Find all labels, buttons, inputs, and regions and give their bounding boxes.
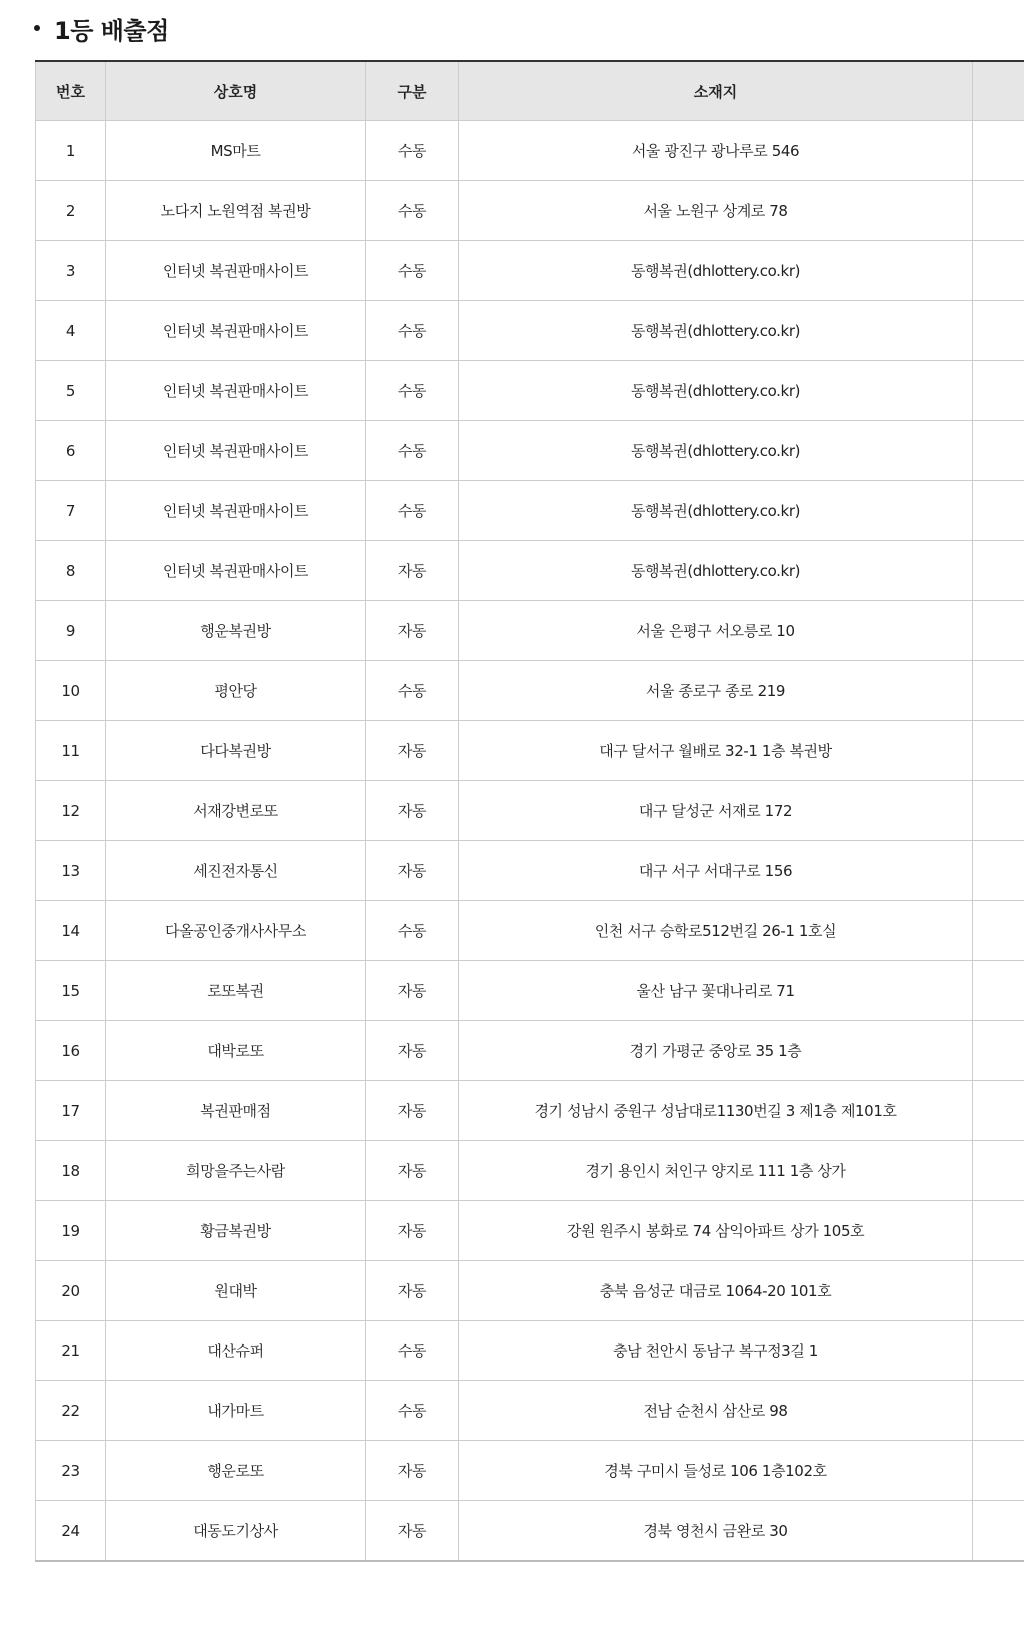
cell-type: 수동	[366, 181, 459, 241]
cell-type: 자동	[366, 541, 459, 601]
cell-type: 수동	[366, 121, 459, 181]
cell-type: 수동	[366, 481, 459, 541]
cell-location-map	[973, 1201, 1024, 1261]
cell-type: 수동	[366, 361, 459, 421]
table-row	[36, 481, 1024, 541]
table-row	[36, 541, 1024, 601]
table-row	[36, 421, 1024, 481]
cell-number: 23	[36, 1441, 106, 1501]
cell-address: 경기 가평군 중앙로 35 1층	[459, 1021, 973, 1081]
cell-number: 12	[36, 781, 106, 841]
cell-store-name: 다다복권방	[106, 721, 366, 781]
cell-store-name: 로또복권	[106, 961, 366, 1021]
cell-location-map	[973, 661, 1024, 721]
cell-number: 19	[36, 1201, 106, 1261]
cell-store-name: 인터넷 복권판매사이트	[106, 361, 366, 421]
table-header-row	[36, 61, 1024, 121]
cell-store-name: 대박로또	[106, 1021, 366, 1081]
cell-location-map	[973, 181, 1024, 241]
cell-type: 자동	[366, 1501, 459, 1562]
table-row	[36, 1021, 1024, 1081]
cell-location-map	[973, 121, 1024, 181]
cell-type: 자동	[366, 1441, 459, 1501]
cell-number: 16	[36, 1021, 106, 1081]
cell-address: 인천 서구 승학로512번길 26-1 1호실	[459, 901, 973, 961]
table-body	[36, 121, 1024, 1562]
cell-number: 8	[36, 541, 106, 601]
table-row	[36, 601, 1024, 661]
cell-type: 수동	[366, 1321, 459, 1381]
cell-number: 4	[36, 301, 106, 361]
cell-store-name: 원대박	[106, 1261, 366, 1321]
cell-type: 자동	[366, 781, 459, 841]
cell-address: 서울 노원구 상계로 78	[459, 181, 973, 241]
cell-location-map	[973, 841, 1024, 901]
cell-location-map	[973, 1021, 1024, 1081]
table-row	[36, 1321, 1024, 1381]
cell-type: 자동	[366, 1201, 459, 1261]
cell-number: 15	[36, 961, 106, 1021]
column-header-location-map	[973, 61, 1024, 121]
cell-location-map	[973, 1441, 1024, 1501]
cell-type: 수동	[366, 301, 459, 361]
cell-address: 강원 원주시 봉화로 74 삼익아파트 상가 105호	[459, 1201, 973, 1261]
cell-store-name: 대산슈퍼	[106, 1321, 366, 1381]
column-header-store-name: 상호명	[106, 61, 366, 121]
cell-location-map	[973, 241, 1024, 301]
cell-location-map	[973, 301, 1024, 361]
table-row	[36, 661, 1024, 721]
section-heading	[30, 8, 169, 48]
cell-number: 18	[36, 1141, 106, 1201]
cell-type: 자동	[366, 1081, 459, 1141]
table-row	[36, 1501, 1024, 1562]
cell-location-map	[973, 421, 1024, 481]
cell-address: 동행복권(dhlottery.co.kr)	[459, 421, 973, 481]
winner-stores-table-container	[35, 60, 1024, 1562]
cell-address: 서울 광진구 광나루로 546	[459, 121, 973, 181]
table-row	[36, 1141, 1024, 1201]
table-row	[36, 361, 1024, 421]
bullet-icon	[34, 25, 40, 31]
cell-address: 충북 음성군 대금로 1064-20 101호	[459, 1261, 973, 1321]
cell-address: 동행복권(dhlottery.co.kr)	[459, 241, 973, 301]
cell-number: 13	[36, 841, 106, 901]
cell-store-name: 황금복권방	[106, 1201, 366, 1261]
cell-location-map	[973, 361, 1024, 421]
cell-location-map	[973, 1261, 1024, 1321]
cell-store-name: 인터넷 복권판매사이트	[106, 541, 366, 601]
table-row	[36, 181, 1024, 241]
table-row	[36, 1441, 1024, 1501]
cell-store-name: 행운복권방	[106, 601, 366, 661]
cell-type: 자동	[366, 961, 459, 1021]
cell-location-map	[973, 901, 1024, 961]
cell-store-name: MS마트	[106, 121, 366, 181]
cell-number: 3	[36, 241, 106, 301]
section-title: 1등 배출점	[54, 16, 169, 45]
cell-number: 21	[36, 1321, 106, 1381]
cell-location-map	[973, 961, 1024, 1021]
cell-number: 20	[36, 1261, 106, 1321]
winner-stores-table	[35, 60, 1024, 1562]
cell-address: 전남 순천시 삼산로 98	[459, 1381, 973, 1441]
cell-location-map	[973, 1381, 1024, 1441]
cell-number: 11	[36, 721, 106, 781]
cell-address: 경기 용인시 처인구 양지로 111 1층 상가	[459, 1141, 973, 1201]
cell-type: 자동	[366, 1261, 459, 1321]
cell-type: 수동	[366, 901, 459, 961]
cell-type: 수동	[366, 1381, 459, 1441]
cell-location-map	[973, 1141, 1024, 1201]
cell-store-name: 세진전자통신	[106, 841, 366, 901]
table-row	[36, 961, 1024, 1021]
cell-store-name: 희망을주는사람	[106, 1141, 366, 1201]
cell-address: 경기 성남시 중원구 성남대로1130번길 3 제1층 제101호	[459, 1081, 973, 1141]
cell-store-name: 노다지 노원역점 복권방	[106, 181, 366, 241]
cell-location-map	[973, 1501, 1024, 1562]
column-header-address: 소재지	[459, 61, 973, 121]
cell-store-name: 인터넷 복권판매사이트	[106, 301, 366, 361]
cell-store-name: 행운로또	[106, 1441, 366, 1501]
cell-store-name: 대동도기상사	[106, 1501, 366, 1562]
table-row	[36, 841, 1024, 901]
cell-store-name: 복권판매점	[106, 1081, 366, 1141]
cell-address: 서울 종로구 종로 219	[459, 661, 973, 721]
cell-address: 충남 천안시 동남구 복구정3길 1	[459, 1321, 973, 1381]
table-row	[36, 1381, 1024, 1441]
cell-number: 17	[36, 1081, 106, 1141]
cell-address: 경북 영천시 금완로 30	[459, 1501, 973, 1562]
cell-number: 14	[36, 901, 106, 961]
table-row	[36, 1201, 1024, 1261]
table-row	[36, 121, 1024, 181]
cell-location-map	[973, 1321, 1024, 1381]
cell-address: 동행복권(dhlottery.co.kr)	[459, 541, 973, 601]
cell-location-map	[973, 601, 1024, 661]
cell-address: 울산 남구 꽃대나리로 71	[459, 961, 973, 1021]
column-header-type: 구분	[366, 61, 459, 121]
cell-number: 22	[36, 1381, 106, 1441]
cell-address: 동행복권(dhlottery.co.kr)	[459, 301, 973, 361]
table-row	[36, 781, 1024, 841]
cell-store-name: 평안당	[106, 661, 366, 721]
table-row	[36, 1261, 1024, 1321]
cell-address: 경북 구미시 들성로 106 1층102호	[459, 1441, 973, 1501]
table-row	[36, 901, 1024, 961]
cell-address: 동행복권(dhlottery.co.kr)	[459, 481, 973, 541]
column-header-number: 번호	[36, 61, 106, 121]
table-row	[36, 241, 1024, 301]
cell-type: 자동	[366, 721, 459, 781]
cell-type: 수동	[366, 241, 459, 301]
cell-address: 대구 달성군 서재로 172	[459, 781, 973, 841]
table-row	[36, 301, 1024, 361]
cell-type: 수동	[366, 661, 459, 721]
cell-number: 10	[36, 661, 106, 721]
cell-location-map	[973, 781, 1024, 841]
cell-location-map	[973, 541, 1024, 601]
cell-number: 2	[36, 181, 106, 241]
cell-number: 5	[36, 361, 106, 421]
cell-store-name: 다올공인중개사사무소	[106, 901, 366, 961]
cell-number: 1	[36, 121, 106, 181]
cell-store-name: 인터넷 복권판매사이트	[106, 421, 366, 481]
table-row	[36, 721, 1024, 781]
cell-number: 24	[36, 1501, 106, 1562]
cell-location-map	[973, 481, 1024, 541]
cell-type: 자동	[366, 1021, 459, 1081]
cell-type: 자동	[366, 841, 459, 901]
cell-store-name: 서재강변로또	[106, 781, 366, 841]
cell-address: 대구 서구 서대구로 156	[459, 841, 973, 901]
cell-number: 7	[36, 481, 106, 541]
cell-location-map	[973, 1081, 1024, 1141]
cell-store-name: 내가마트	[106, 1381, 366, 1441]
cell-address: 대구 달서구 월배로 32-1 1층 복권방	[459, 721, 973, 781]
cell-address: 동행복권(dhlottery.co.kr)	[459, 361, 973, 421]
cell-type: 자동	[366, 1141, 459, 1201]
cell-type: 자동	[366, 601, 459, 661]
cell-store-name: 인터넷 복권판매사이트	[106, 481, 366, 541]
cell-store-name: 인터넷 복권판매사이트	[106, 241, 366, 301]
cell-number: 9	[36, 601, 106, 661]
cell-address: 서울 은평구 서오릉로 10	[459, 601, 973, 661]
table-row	[36, 1081, 1024, 1141]
cell-number: 6	[36, 421, 106, 481]
cell-type: 수동	[366, 421, 459, 481]
cell-location-map	[973, 721, 1024, 781]
